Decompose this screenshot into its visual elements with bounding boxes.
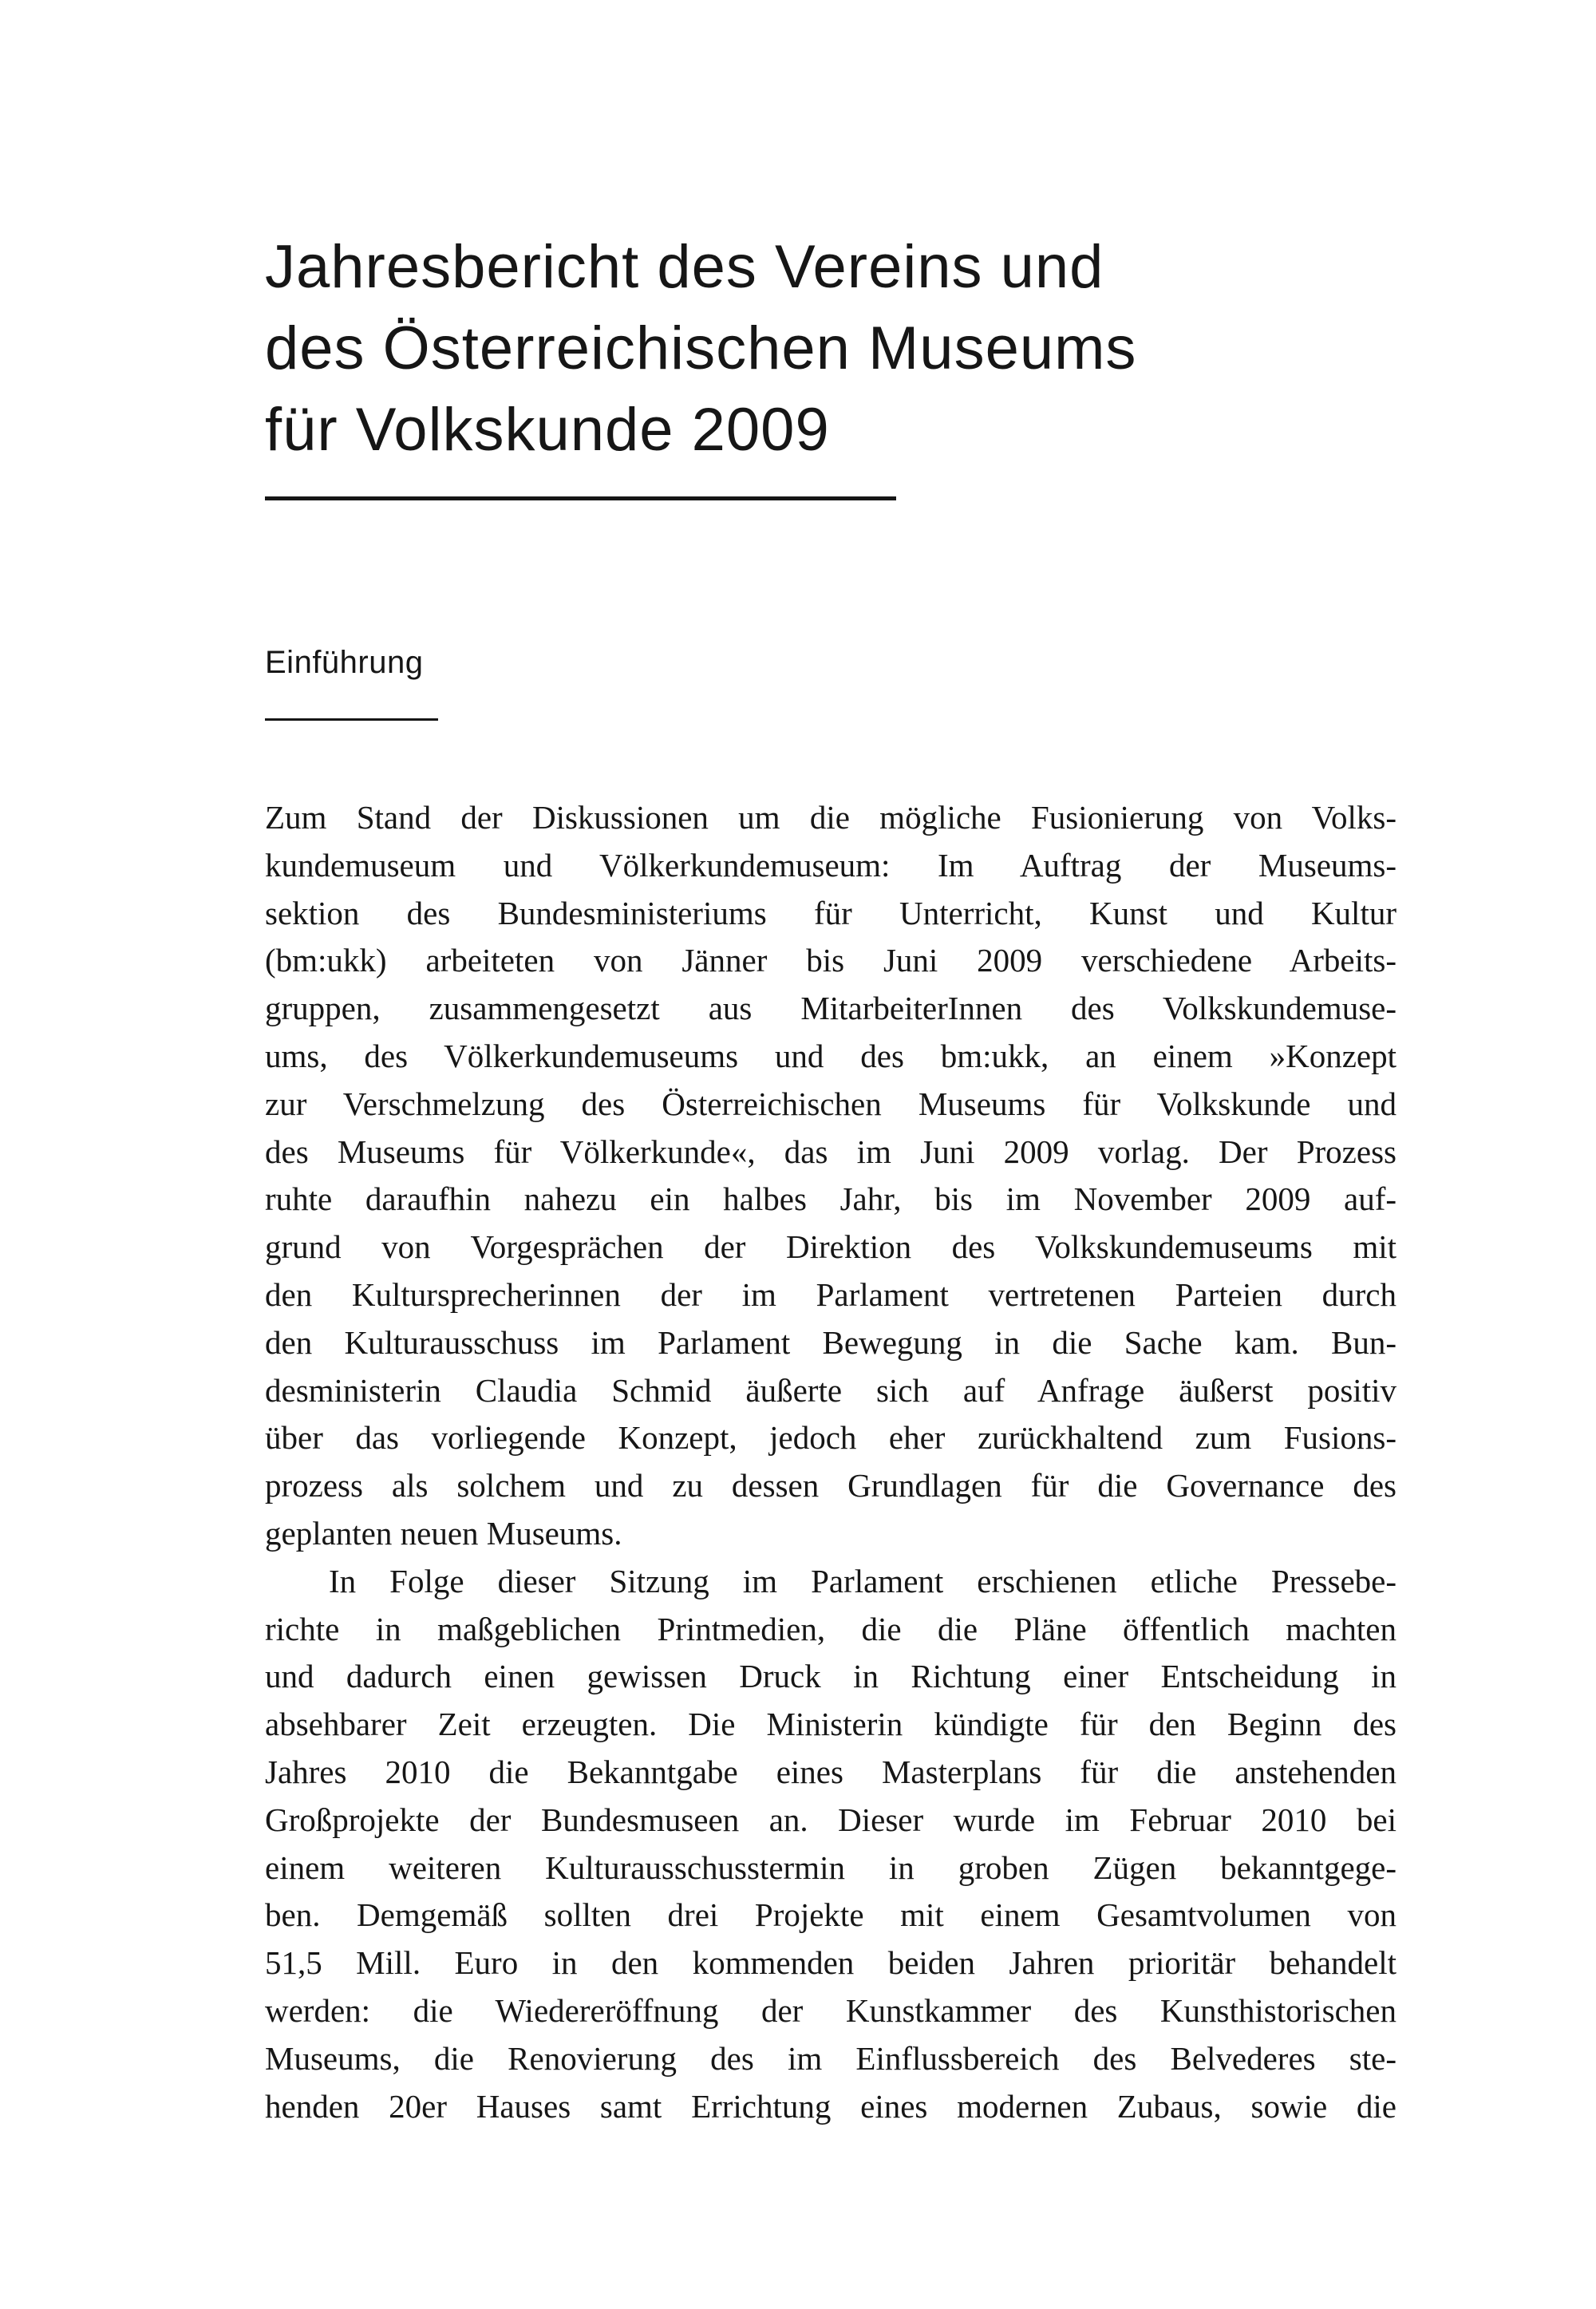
body-line: (bm:ukk) arbeiteten von Jänner bis Juni 2009 verschiedene Arbeits- bbox=[265, 942, 1396, 979]
body-line: kundemuseum und Völkerkundemuseum: Im Auftrag der Museums- bbox=[265, 846, 1396, 884]
body-line: absehbarer Zeit erzeugten. Die Ministerin kündigte für den Beginn des bbox=[265, 1706, 1396, 1743]
body-line: grund von Vorgesprächen der Direktion des Volkskundemuseums mit bbox=[265, 1228, 1396, 1266]
body-line: Zum Stand der Diskussionen um die mögliche Fusionierung von Volks- bbox=[265, 799, 1396, 836]
body-line: den Kultursprecherinnen der im Parlament vertretenen Parteien durch bbox=[265, 1275, 1396, 1313]
title-rule bbox=[265, 496, 896, 500]
document-title bbox=[265, 227, 1136, 471]
body-line: richte in maßgeblichen Printmedien, die die Pläne öffentlich machten bbox=[265, 1610, 1396, 1647]
body-line: den Kulturausschuss im Parlament Bewegung in die Sache kam. Bun- bbox=[265, 1323, 1396, 1361]
body-line: ums, des Völkerkundemuseums und des bm:ukk, an einem »Konzept bbox=[265, 1037, 1396, 1074]
body-line: geplanten neuen Museums. bbox=[265, 1514, 622, 1552]
body-line: werden: die Wiedereröffnung der Kunstkammer des Kunsthistorischen bbox=[265, 1991, 1396, 2029]
body-line: ben. Demgemäß sollten drei Projekte mit einem Gesamtvolumen von bbox=[265, 1896, 1396, 1934]
body-line: In Folge dieser Sitzung im Parlament erschienen etliche Pressebe- bbox=[329, 1562, 1396, 1599]
body-line: Jahres 2010 die Bekanntgabe eines Masterplans für die anstehenden bbox=[265, 1753, 1396, 1790]
body-line: zur Verschmelzung des Österreichischen Museums für Volkskunde und bbox=[265, 1085, 1396, 1122]
body-line: desministerin Claudia Schmid äußerte sich auf Anfrage äußerst positiv bbox=[265, 1371, 1396, 1409]
body-line: 51,5 Mill. Euro in den kommenden beiden Jahren prioritär behandelt bbox=[265, 1944, 1396, 1982]
body-line: Großprojekte der Bundesmuseen an. Dieser wurde im Februar 2010 bei bbox=[265, 1801, 1396, 1838]
body-line: des Museums für Völkerkunde«, das im Juni 2009 vorlag. Der Prozess bbox=[265, 1133, 1396, 1170]
body-text bbox=[265, 794, 1396, 2130]
body-line: sektion des Bundesministeriums für Unterricht, Kunst und Kultur bbox=[265, 894, 1396, 931]
body-line: gruppen, zusammengesetzt aus MitarbeiterInnen des Volkskundemuse- bbox=[265, 990, 1396, 1027]
body-line: über das vorliegende Konzept, jedoch eher zurückhaltend zum Fusions- bbox=[265, 1419, 1396, 1457]
body-line: ruhte daraufhin nahezu ein halbes Jahr, bis im November 2009 auf- bbox=[265, 1180, 1396, 1218]
section-heading: Einführung bbox=[265, 645, 424, 680]
title-line-3: für Volkskunde 2009 bbox=[265, 396, 830, 464]
body-line: und dadurch einen gewissen Druck in Richtung einer Entscheidung in bbox=[265, 1658, 1396, 1695]
title-line-2: des Österreichischen Museums bbox=[265, 314, 1137, 382]
body-line: Museums, die Renovierung des im Einflussbereich des Belvederes ste- bbox=[265, 2039, 1396, 2077]
section-heading-rule bbox=[265, 718, 438, 721]
body-line: henden 20er Hauses samt Errichtung eines modernen Zubaus, sowie die bbox=[265, 2087, 1396, 2125]
body-line: einem weiteren Kulturausschusstermin in groben Zügen bekanntgege- bbox=[265, 1848, 1396, 1886]
title-line-1: Jahresbericht des Vereins und bbox=[265, 233, 1104, 301]
body-line: prozess als solchem und zu dessen Grundlagen für die Governance des bbox=[265, 1467, 1396, 1504]
